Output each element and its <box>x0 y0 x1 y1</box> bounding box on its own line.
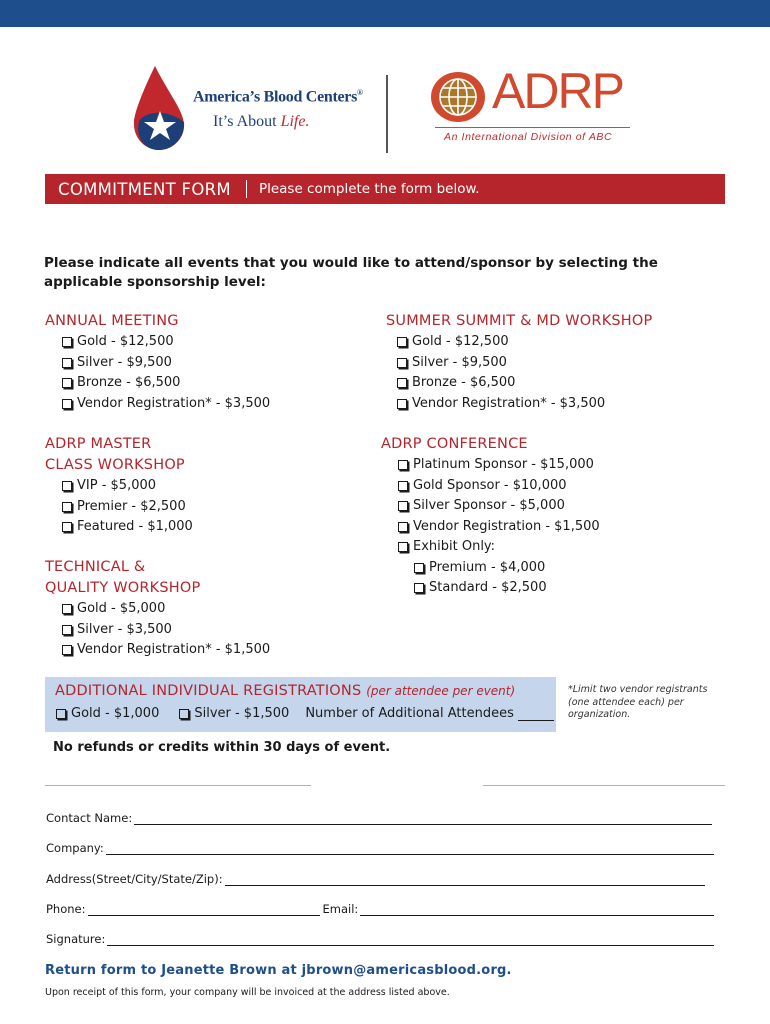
checkbox[interactable] <box>398 522 408 532</box>
phone-label: Phone: <box>46 902 86 916</box>
banner-title: COMMITMENT FORM <box>58 179 231 199</box>
attendees-count-field[interactable] <box>518 707 554 721</box>
signature-field[interactable] <box>107 934 714 946</box>
form-banner <box>45 174 725 204</box>
checkbox[interactable] <box>62 604 72 614</box>
section-technical-quality <box>45 557 270 661</box>
checkbox[interactable] <box>62 378 72 388</box>
adrp-subtitle: An International Division of ABC <box>444 131 613 143</box>
option-row[interactable]: Vendor Registration* - $1,500 <box>45 640 270 661</box>
address-field[interactable] <box>225 874 705 886</box>
checkbox[interactable] <box>62 625 72 635</box>
address-label: Address(Street/City/State/Zip): <box>46 872 223 886</box>
banner-separator <box>246 180 247 198</box>
phone-email-row <box>46 902 714 916</box>
separator-line <box>45 785 311 786</box>
checkbox[interactable] <box>62 645 72 655</box>
option-row[interactable]: Silver - $9,500 <box>386 353 652 374</box>
phone-field[interactable] <box>88 904 320 916</box>
option-row[interactable]: Premium - $4,000 <box>381 558 600 579</box>
company-row <box>46 841 714 855</box>
option-row[interactable]: Vendor Registration* - $3,500 <box>45 394 270 415</box>
banner-subtitle: Please complete the form below. <box>258 181 480 197</box>
option-row[interactable]: Gold Sponsor - $10,000 <box>381 476 600 497</box>
checkbox[interactable] <box>397 399 407 409</box>
additional-registrations-box <box>45 677 556 732</box>
abc-tagline: It’s About Life. <box>213 113 310 130</box>
checkbox[interactable] <box>56 709 66 719</box>
checkbox[interactable] <box>397 358 407 368</box>
contact-name-field[interactable] <box>134 813 712 825</box>
no-refunds-notice: No refunds or credits within 30 days of event. <box>53 740 391 755</box>
option-row[interactable]: Exhibit Only: <box>381 537 600 558</box>
section-summer-summit <box>386 311 652 414</box>
adrp-logo <box>430 63 640 150</box>
blood-drop-star-icon <box>133 66 191 152</box>
email-label: Email: <box>322 902 359 916</box>
additional-title: ADDITIONAL INDIVIDUAL REGISTRATIONS (per attendee per event) <box>55 683 516 699</box>
abc-logo <box>133 66 363 152</box>
vendor-note: *Limit two vendor registrants (one attendee each) per organization. <box>568 684 708 720</box>
checkbox[interactable] <box>397 378 407 388</box>
address-row <box>46 872 705 886</box>
checkbox[interactable] <box>398 460 408 470</box>
email-field[interactable] <box>360 904 714 916</box>
option-row[interactable]: Bronze - $6,500 <box>386 373 652 394</box>
section-master-class <box>45 434 193 538</box>
option-row[interactable]: Gold - $12,500 <box>45 332 270 353</box>
option-row[interactable]: Vendor Registration* - $3,500 <box>386 394 652 415</box>
company-field[interactable] <box>106 843 714 855</box>
option-row[interactable]: Bronze - $6,500 <box>45 373 270 394</box>
checkbox[interactable] <box>414 563 424 573</box>
option-row[interactable]: Silver Sponsor - $5,000 <box>381 496 600 517</box>
option-row[interactable]: Silver - $3,500 <box>45 620 270 641</box>
option-row[interactable]: Silver - $9,500 <box>45 353 270 374</box>
checkbox[interactable] <box>398 542 408 552</box>
section-adrp-conference <box>381 434 600 599</box>
section-title: CLASS WORKSHOP <box>45 457 185 473</box>
contact-name-row <box>46 811 712 825</box>
option-row[interactable]: Gold - $5,000 <box>45 599 270 620</box>
logo-divider <box>386 75 388 153</box>
checkbox[interactable] <box>62 337 72 347</box>
checkbox[interactable] <box>62 502 72 512</box>
checkbox[interactable] <box>414 583 424 593</box>
signature-row <box>46 932 714 946</box>
section-title: TECHNICAL & <box>45 559 146 575</box>
section-annual-meeting <box>45 311 270 414</box>
checkbox[interactable] <box>398 501 408 511</box>
section-title: ADRP MASTER <box>45 436 152 452</box>
option-row[interactable]: Gold - $12,500 <box>386 332 652 353</box>
option-row[interactable]: Featured - $1,000 <box>45 517 193 538</box>
adrp-rule <box>435 127 630 128</box>
return-instructions: Return form to Jeanette Brown at jbrown@americasblood.org. <box>45 963 512 978</box>
section-title: SUMMER SUMMIT & MD WORKSHOP <box>386 313 653 329</box>
option-row[interactable]: Platinum Sponsor - $15,000 <box>381 455 600 476</box>
section-title: ADRP CONFERENCE <box>381 436 528 452</box>
signature-label: Signature: <box>46 932 106 946</box>
checkbox[interactable] <box>398 481 408 491</box>
checkbox[interactable] <box>62 481 72 491</box>
section-title: QUALITY WORKSHOP <box>45 580 201 596</box>
checkbox[interactable] <box>62 522 72 532</box>
top-bar <box>0 0 770 27</box>
option-row[interactable]: Standard - $2,500 <box>381 578 600 599</box>
separator-line <box>483 785 725 786</box>
checkbox[interactable] <box>179 709 189 719</box>
attendees-label: Number of Additional Attendees <box>305 706 514 721</box>
checkbox[interactable] <box>62 399 72 409</box>
option-row[interactable]: Premier - $2,500 <box>45 497 193 518</box>
adrp-wordmark: ADRP <box>492 63 623 119</box>
abc-name: America’s Blood Centers® <box>193 88 363 106</box>
additional-silver-label: Silver - $1,500 <box>194 706 290 721</box>
globe-icon <box>430 70 486 124</box>
company-label: Company: <box>46 841 104 855</box>
section-title: ANNUAL MEETING <box>45 313 179 329</box>
option-row[interactable]: VIP - $5,000 <box>45 476 193 497</box>
contact-name-label: Contact Name: <box>46 811 133 825</box>
intro-text: Please indicate all events that you would like to attend/sponsor by selecting the applicable sponsorship level: <box>44 255 658 290</box>
additional-gold-label: Gold - $1,000 <box>71 706 160 721</box>
option-row[interactable]: Vendor Registration - $1,500 <box>381 517 600 538</box>
receipt-note: Upon receipt of this form, your company will be invoiced at the address listed above. <box>45 987 450 998</box>
checkbox[interactable] <box>397 337 407 347</box>
checkbox[interactable] <box>62 358 72 368</box>
additional-options-row <box>56 704 554 724</box>
